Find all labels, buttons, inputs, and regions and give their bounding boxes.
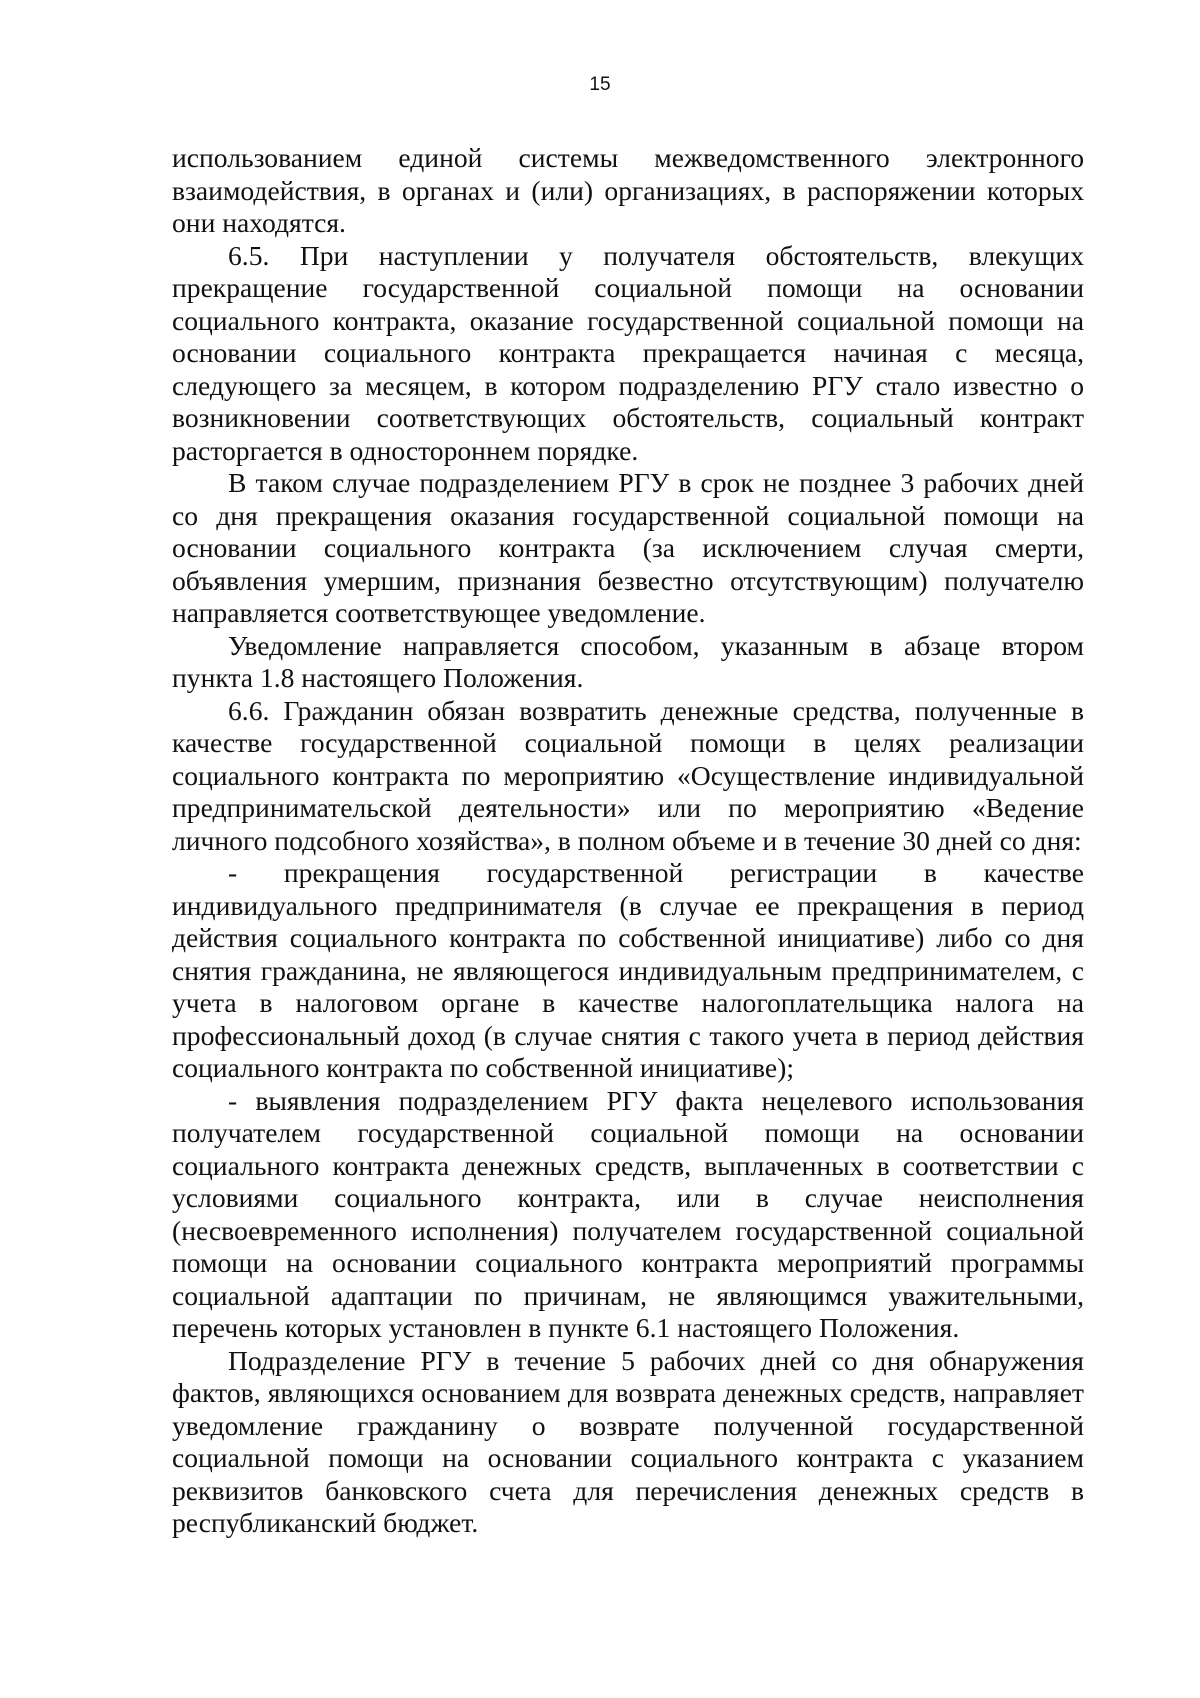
paragraph-6-5: 6.5. При наступлении у получателя обстоятельств, влекущих прекращение государственной социальной помощи на основании социального контракта, оказание государственной социальной помощи на основании социального контракта прекращается начиная с месяца, следующего за месяцем, в котором подразделению РГУ стало известно о возникновении соответствующих обстоятельств, социальный контракт расторгается в одностороннем порядке.	[172, 239, 1084, 466]
paragraph-continuation: использованием единой системы межведомственного электронного взаимодействия, в органах и (или) организациях, в распоряжении которых они находятся.	[172, 142, 1084, 238]
list-item-termination-registration: - прекращения государственной регистрации в качестве индивидуального предпринимателя (в случае ее прекращения в период действия социального контракта по собственной инициативе) либо со дня снятия гражданина, не являющегося индивидуальным предпринимателем, с учета в налоговом органе в качестве налогоплательщика налога на профессиональный доход (в случае снятия с такого учета в период действия социального контракта по собственной инициативе);	[172, 857, 1084, 1083]
document-body	[172, 142, 1084, 1540]
paragraph-notification-deadline: В таком случае подразделением РГУ в срок не позднее 3 рабочих дней со дня прекращения оказания государственной социальной помощи на основании социального контракта (за исключением случая смерти, объявления умершим, признания безвестно отсутствующим) получателю направляется соответствующее уведомление.	[172, 467, 1084, 628]
page-number: 15	[589, 74, 611, 95]
paragraph-refund-notice: Подразделение РГУ в течение 5 рабочих дней со дня обнаружения фактов, являющихся основанием для возврата денежных средств, направляет уведомление гражданину о возврате полученной государственной социальной помощи на основании социального контракта с указанием реквизитов банковского счета для перечисления денежных средств в республиканский бюджет.	[172, 1344, 1084, 1538]
paragraph-6-6: 6.6. Гражданин обязан возвратить денежные средства, полученные в качестве государственной социальной помощи в целях реализации социального контракта по мероприятию «Осуществление индивидуальной предпринимательской деятельности» или по мероприятию «Ведение личного подсобного хозяйства», в полном объеме и в течение 30 дней со дня:	[172, 694, 1084, 856]
paragraph-notification-method: Уведомление направляется способом, указанным в абзаце втором пункта 1.8 настоящего Положения.	[172, 629, 1084, 693]
list-item-misuse-detection: - выявления подразделением РГУ факта нецелевого использования получателем государственной социальной помощи на основании социального контракта денежных средств, выплаченных в соответствии с условиями социального контракта, или в случае неисполнения (несвоевременного исполнения) получателем государственной социальной помощи на основании социального контракта мероприятий программы социальной адаптации по причинам, не являющимся уважительными, перечень которых установлен в пункте 6.1 настоящего Положения.	[172, 1084, 1084, 1343]
